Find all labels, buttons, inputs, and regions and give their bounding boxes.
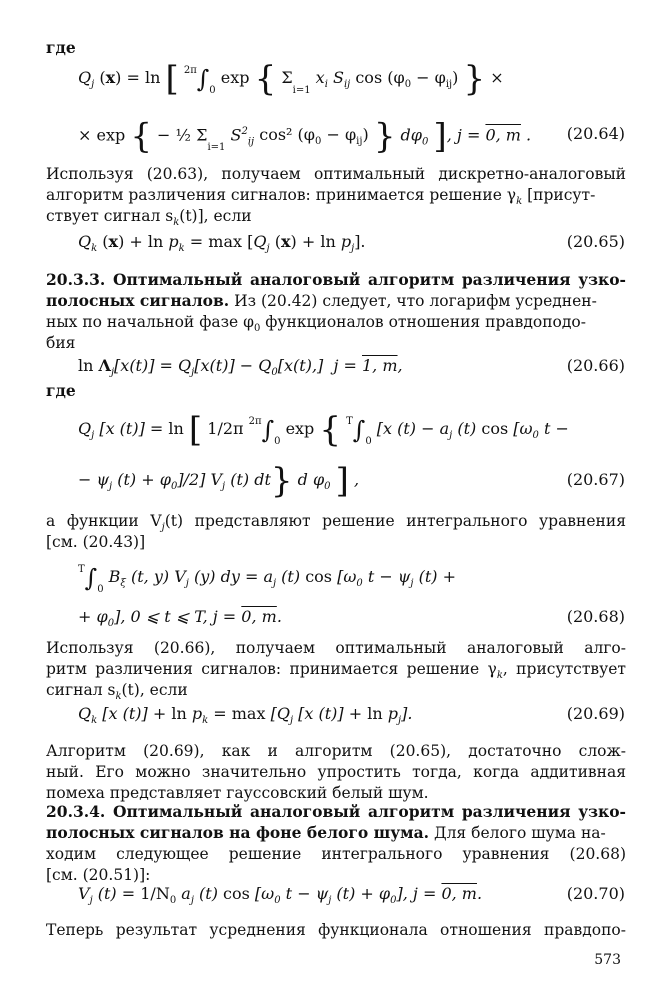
eqnum-20-64: (20.64) <box>566 124 625 143</box>
eqnum-20-70: (20.70) <box>566 884 625 903</box>
text-para-4-line1: Используя (20.66), получаем оптимальный аналоговый алго- <box>46 639 626 657</box>
equation-20-69: $Q_k$ [x $(t)] + \ln p_k = \max [Q_j$ [x $(t)] + \ln p_j$]. <box>78 704 413 727</box>
text-para-1-line1: Используя (20.63), получаем оптимальный дискретно-аналоговый <box>46 165 626 183</box>
text-para-6-line4: [см. (20.51)]: <box>46 866 151 884</box>
eqnum-20-69: (20.69) <box>566 704 625 723</box>
equation-20-70: $V_j$ $(t) = 1/N_0$ $a_j$ (t) $\cos [\omega_0$ $t - \psi_j$ $(t) + \varphi_0$], j = 0, m. <box>78 884 483 907</box>
text-para-5-line1: Алгоритм (20.69), как и алгоритм (20.65), достаточно слож- <box>46 742 626 760</box>
text-para-5-line2: ный. Его можно значительно упростить тогда, когда аддитивная <box>46 763 626 781</box>
eqnum-20-65: (20.65) <box>566 232 625 251</box>
text-para-1-line3: ствует сигнал $s_k(t)$], если <box>46 207 252 229</box>
heading-20-3-3-line2: полосных сигналов. Из (20.42) следует, что логарифм усреднен- <box>46 291 597 310</box>
eqnum-20-67: (20.67) <box>566 470 625 489</box>
eqnum-20-66: (20.66) <box>566 356 625 375</box>
text-para-3-line1: а функции $V_j(t)$ представляют решение интегрального уравнения <box>46 512 626 534</box>
equation-20-64-line2: × exp { − ½ Σi=1 $S^2_{ij}$ cos² $(\varphi_0 - \varphi_{ij})$ } $d\varphi_0$ ], j = 0, m . <box>78 116 532 157</box>
heading-20-3-4-line2: полосных сигналов на фоне белого шума. Для белого шума на- <box>46 823 606 842</box>
equation-20-66: $\ln \Lambda_j[x(t)] = Q_j[x(t)] - Q_0[x(t),] j = 1$, m, <box>78 356 403 379</box>
text-para-5-line3: помеха представляет гауссовский белый шум. <box>46 784 429 802</box>
text-where-1: где <box>46 38 76 57</box>
text-para-4-line2: ритм различения сигналов: принимается решение $\gamma_k$, присутствует <box>46 660 626 682</box>
text-para-2-line4: бия <box>46 334 76 352</box>
heading-20-3-4-line1: 20.3.4. Оптимальный аналоговый алгоритм различения узко- <box>46 802 626 821</box>
page-number: 573 <box>594 952 621 968</box>
eqnum-20-68: (20.68) <box>566 607 625 626</box>
text-para-6-line3: ходим следующее решение интегрального уравнения (20.68) <box>46 845 626 863</box>
text-para-1-line2: алгоритм различения сигналов: принимается решение $\gamma_k$ [присут- <box>46 186 596 208</box>
equation-20-64-line1: $Q_j$ (x) = ln [ 2π∫0 exp { Σi=1 $x_i$ $S_{ij}$ $\cos (\varphi_0 - \varphi_{ij})$ } × <box>78 59 504 99</box>
text-where-2: где <box>46 381 76 400</box>
equation-20-68-line2: + $\varphi_0$], 0 ⩽ t ⩽ T, j = 0, m. <box>78 607 282 630</box>
equation-20-67-line2: − $\psi_j$ $(t) + \varphi_0]/2$] $V_j$ (t) dt} d $\varphi_0$ ] , <box>78 461 360 501</box>
equation-20-65: $Q_k$ $(x) + \ln p_k = \max [Q_j$ $(x) + \ln p_j$]. <box>78 232 366 255</box>
text-para-3-line2: [см. (20.43)] <box>46 533 146 551</box>
equation-20-67-line1: $Q_j$ [x (t)] = ln [ 1/2π 2π∫0 exp { T∫0 [x $(t) - a_j$ (t) $\cos [\omega_0$ t − <box>78 410 569 450</box>
text-para-4-line3: сигнал $s_k(t)$, если <box>46 681 188 703</box>
text-para-2-line3: ных по начальной фазе $\varphi_0$ функционалов отношения правдоподо- <box>46 313 586 335</box>
equation-20-68-line1: T∫0 $B_\xi$ (t, y) $V_j$ (y) dy = $a_j$ (t) $\cos [\omega_0$ $t - \psi_j$ (t) + <box>78 564 456 595</box>
text-para-7-line1: Теперь результат усреднения функционала отношения правдопо- <box>46 921 626 939</box>
heading-20-3-3-line1: 20.3.3. Оптимальный аналоговый алгоритм различения узко- <box>46 270 626 289</box>
